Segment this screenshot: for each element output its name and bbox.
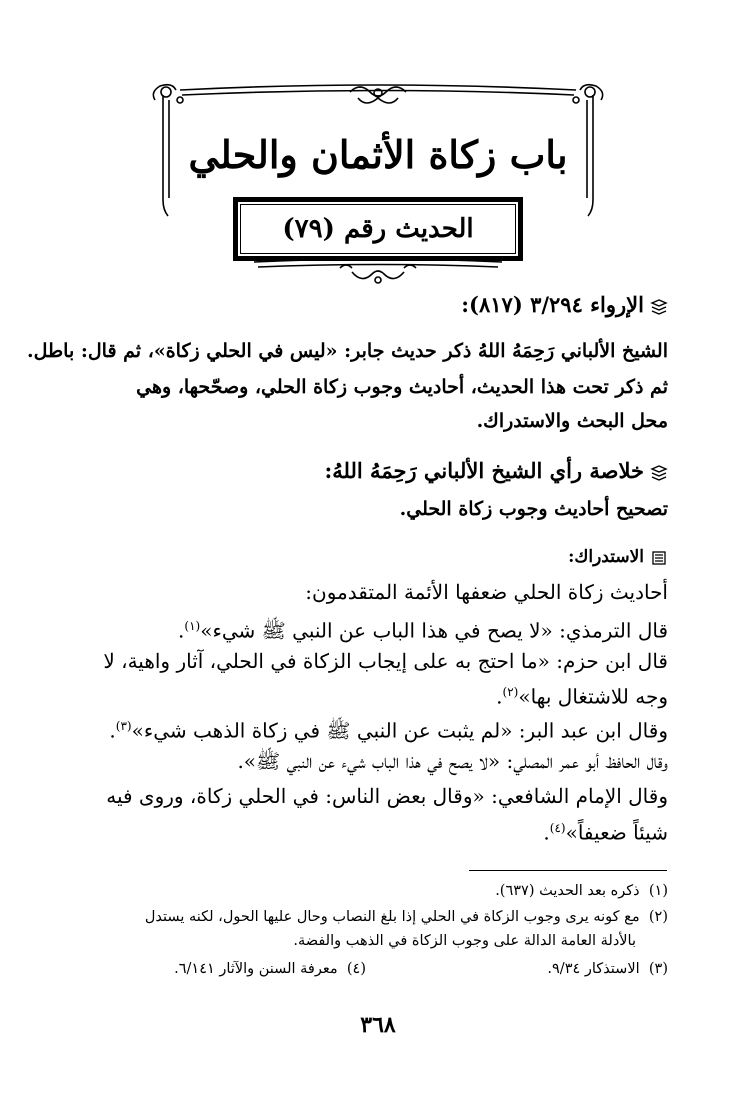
summary-text: تصحيح أحاديث وجوب زكاة الحلي. bbox=[399, 498, 668, 520]
istidrak-heading bbox=[64, 542, 668, 572]
footnote-4: (٤) معرفة السنن والآثار ٦/١٤١. bbox=[174, 961, 366, 977]
istidrak-line-3: قال ابن حزم: «ما احتج به على إيجاب الزكاة في الحلي، آثار واهية، لا bbox=[103, 649, 668, 673]
source-line bbox=[64, 290, 668, 320]
book-stack-icon bbox=[650, 465, 668, 481]
albani-text-line-2: ثم ذكر تحت هذا الحديث، أحاديث وجوب زكاة الحلي، وصحّحها، وهي bbox=[136, 376, 668, 398]
istidrak-line-1: أحاديث زكاة الحلي ضعفها الأئمة المتقدمون: bbox=[305, 580, 668, 604]
footnote-2: (٢) مع كونه يرى وجوب الزكاة في الحلي إذا بلغ النصاب وحال عليها الحول، لكنه يستدل bbox=[144, 909, 668, 925]
istidrak-line-6: وقال الحافظ أبو عمر المصلي: «لا يصح في هذا الباب شيء عن النبي ﷺ». bbox=[237, 749, 668, 773]
open-book-icon bbox=[650, 550, 668, 566]
summary-heading bbox=[64, 456, 668, 486]
footnote-ref-3[interactable]: (٣) bbox=[115, 719, 132, 733]
istidrak-line-5: وقال ابن عبد البر: «لم يثبت عن النبي ﷺ في زكاة الذهب شيء»$^{(٣)}$. bbox=[109, 718, 668, 743]
hadith-number-box bbox=[233, 197, 523, 261]
footnote-ref-2[interactable]: (٢) bbox=[502, 685, 519, 699]
istidrak-heading-text: الاستدراك: bbox=[568, 547, 644, 567]
istidrak-line-8: شيئاً ضعيفاً»$^{(٤)}$. bbox=[543, 820, 668, 845]
page-number: ٣٦٨ bbox=[360, 1012, 396, 1038]
albani-text-line-3: محل البحث والاستدراك. bbox=[476, 410, 668, 432]
chapter-title: باب زكاة الأثمان والحلي bbox=[188, 132, 568, 177]
footnote-ref-4[interactable]: (٤) bbox=[549, 821, 566, 835]
footnote-1: (١) ذكره بعد الحديث (٦٣٧). bbox=[495, 883, 668, 899]
book-stack-icon bbox=[650, 299, 668, 315]
albani-text-line-1: الشيخ الألباني رَحِمَهُ اللهُ ذكر حديث جابر: «ليس في الحلي زكاة»، ثم قال: باطل. bbox=[27, 340, 668, 362]
hadith-number: الحديث رقم (٧٩) bbox=[282, 214, 474, 244]
footnote-ref-1[interactable]: (١) bbox=[184, 619, 201, 633]
summary-heading-text: خلاصة رأي الشيخ الألباني رَحِمَهُ اللهُ: bbox=[324, 458, 644, 483]
footnote-3: (٣) الاستذكار ٩/٣٤. bbox=[547, 961, 668, 977]
source-label: الإرواء ٣/٢٩٤ (٨١٧): bbox=[461, 292, 644, 317]
footnote-2-continued: بالأدلة العامة الدالة على وجوب الزكاة في الذهب والفضة. bbox=[293, 933, 636, 949]
istidrak-line-7: وقال الإمام الشافعي: «وقال بعض الناس: في الحلي زكاة، وروى فيه bbox=[106, 784, 668, 808]
istidrak-line-4: وجه للاشتغال بها»$^{(٢)}$. bbox=[496, 684, 668, 709]
istidrak-line-2: قال الترمذي: «لا يصح في هذا الباب عن النبي ﷺ شيء»$^{(١)}$. bbox=[178, 618, 668, 643]
footnote-separator bbox=[469, 870, 667, 871]
